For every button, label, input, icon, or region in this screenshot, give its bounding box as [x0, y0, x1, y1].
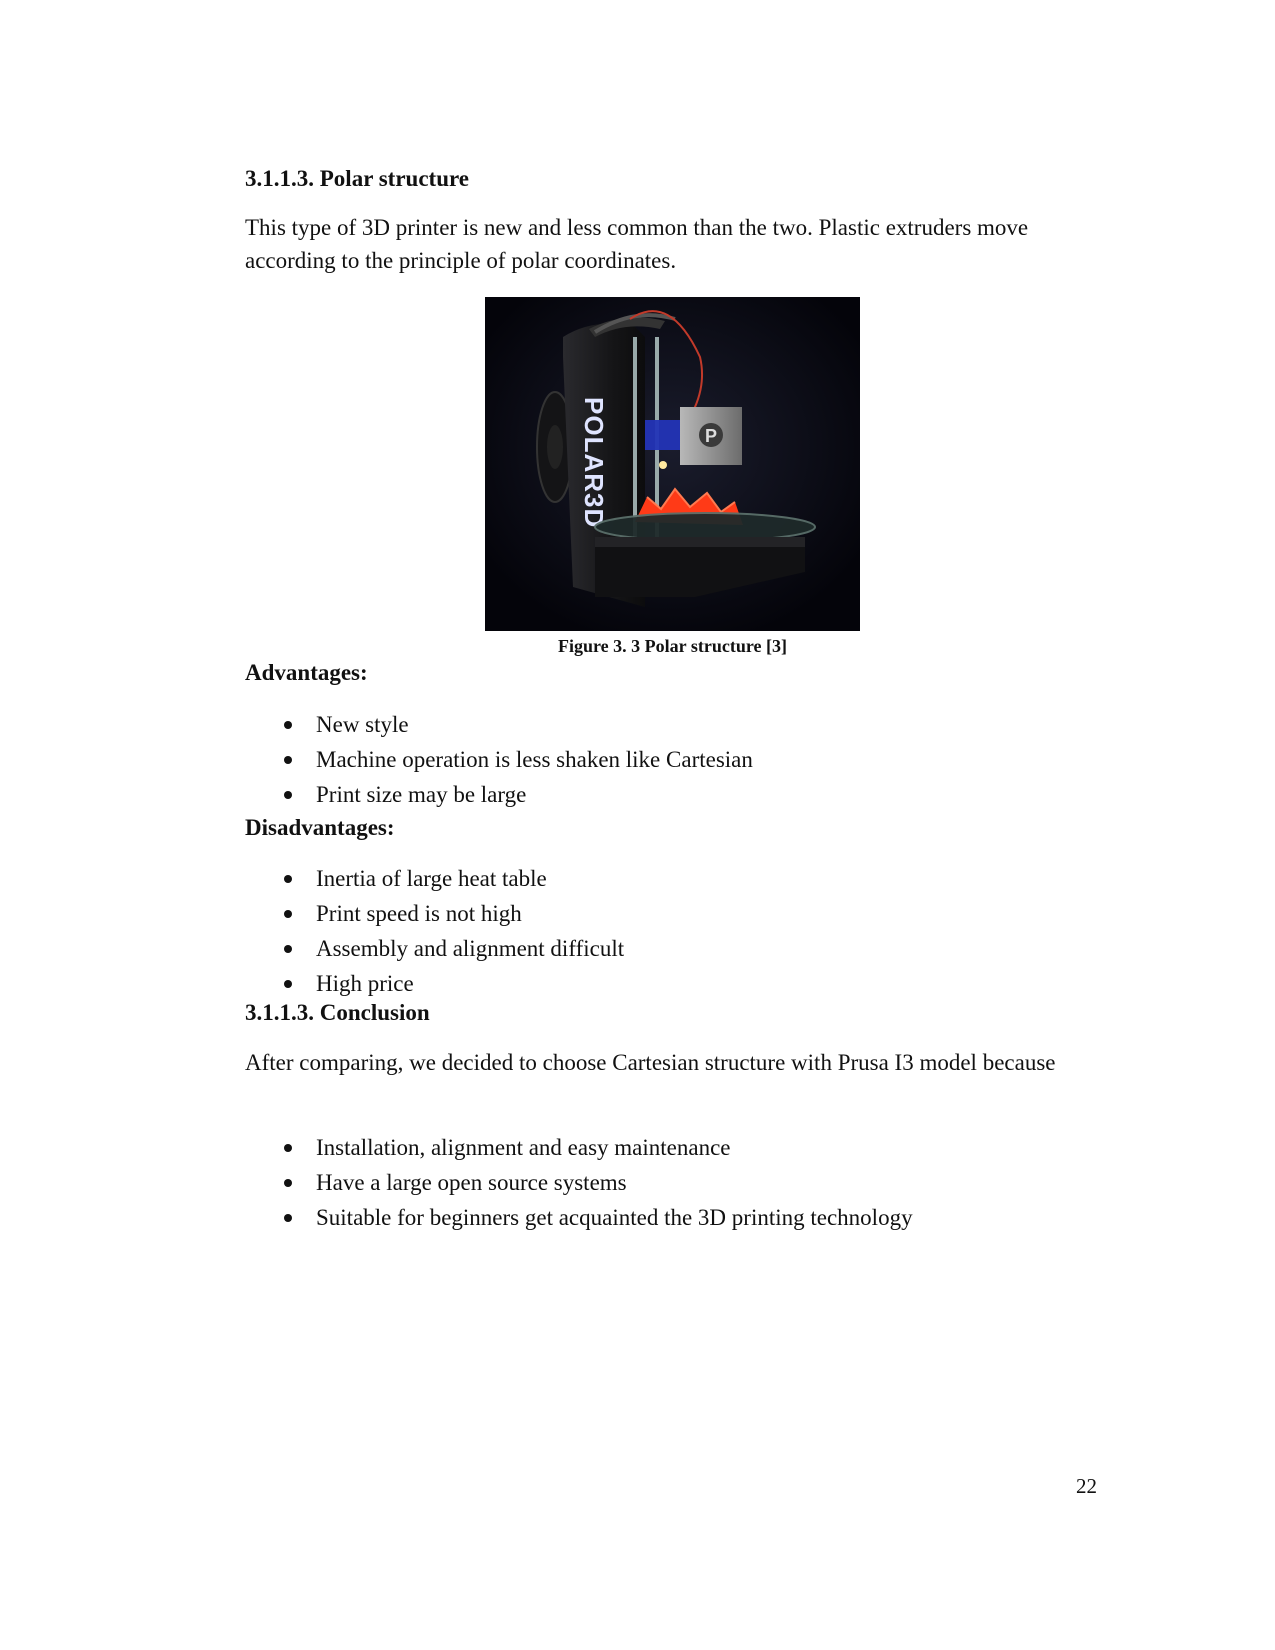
list-item: Assembly and alignment difficult: [280, 931, 624, 966]
advantages-list: [280, 707, 753, 812]
conclusion-list: [280, 1130, 913, 1235]
list-item: High price: [280, 966, 624, 1001]
svg-text:P: P: [705, 426, 718, 446]
figure-caption: Figure 3. 3 Polar structure [3]: [558, 636, 787, 656]
advantages-heading: Advantages:: [245, 660, 368, 685]
page-number: 22: [1076, 1474, 1097, 1498]
list-item: Installation, alignment and easy maintenance: [280, 1130, 913, 1165]
intro-paragraph: This type of 3D printer is new and less common than the two. Plastic extruders move according to the principle of polar coordinates.: [245, 215, 1029, 273]
list-item: Have a large open source systems: [280, 1165, 913, 1200]
conclusion-heading: 3.1.1.3. Conclusion: [245, 1000, 430, 1025]
printer-brand-text: POLAR3D: [579, 397, 609, 529]
disadvantages-list: [280, 861, 624, 1001]
section-heading: 3.1.1.3. Polar structure: [245, 166, 470, 191]
list-item: Print speed is not high: [280, 896, 624, 931]
list-item: Print size may be large: [280, 777, 753, 812]
list-item: Machine operation is less shaken like Cartesian: [280, 742, 753, 777]
polar-printer-illustration: [485, 297, 860, 631]
list-item: Suitable for beginners get acquainted the 3D printing technology: [280, 1200, 913, 1235]
list-item: Inertia of large heat table: [280, 861, 624, 896]
polar-printer-figure: [485, 297, 860, 631]
conclusion-paragraph: After comparing, we decided to choose Cartesian structure with Prusa I3 model because: [245, 1050, 1056, 1075]
disadvantages-heading: Disadvantages:: [245, 815, 395, 840]
list-item: New style: [280, 707, 753, 742]
